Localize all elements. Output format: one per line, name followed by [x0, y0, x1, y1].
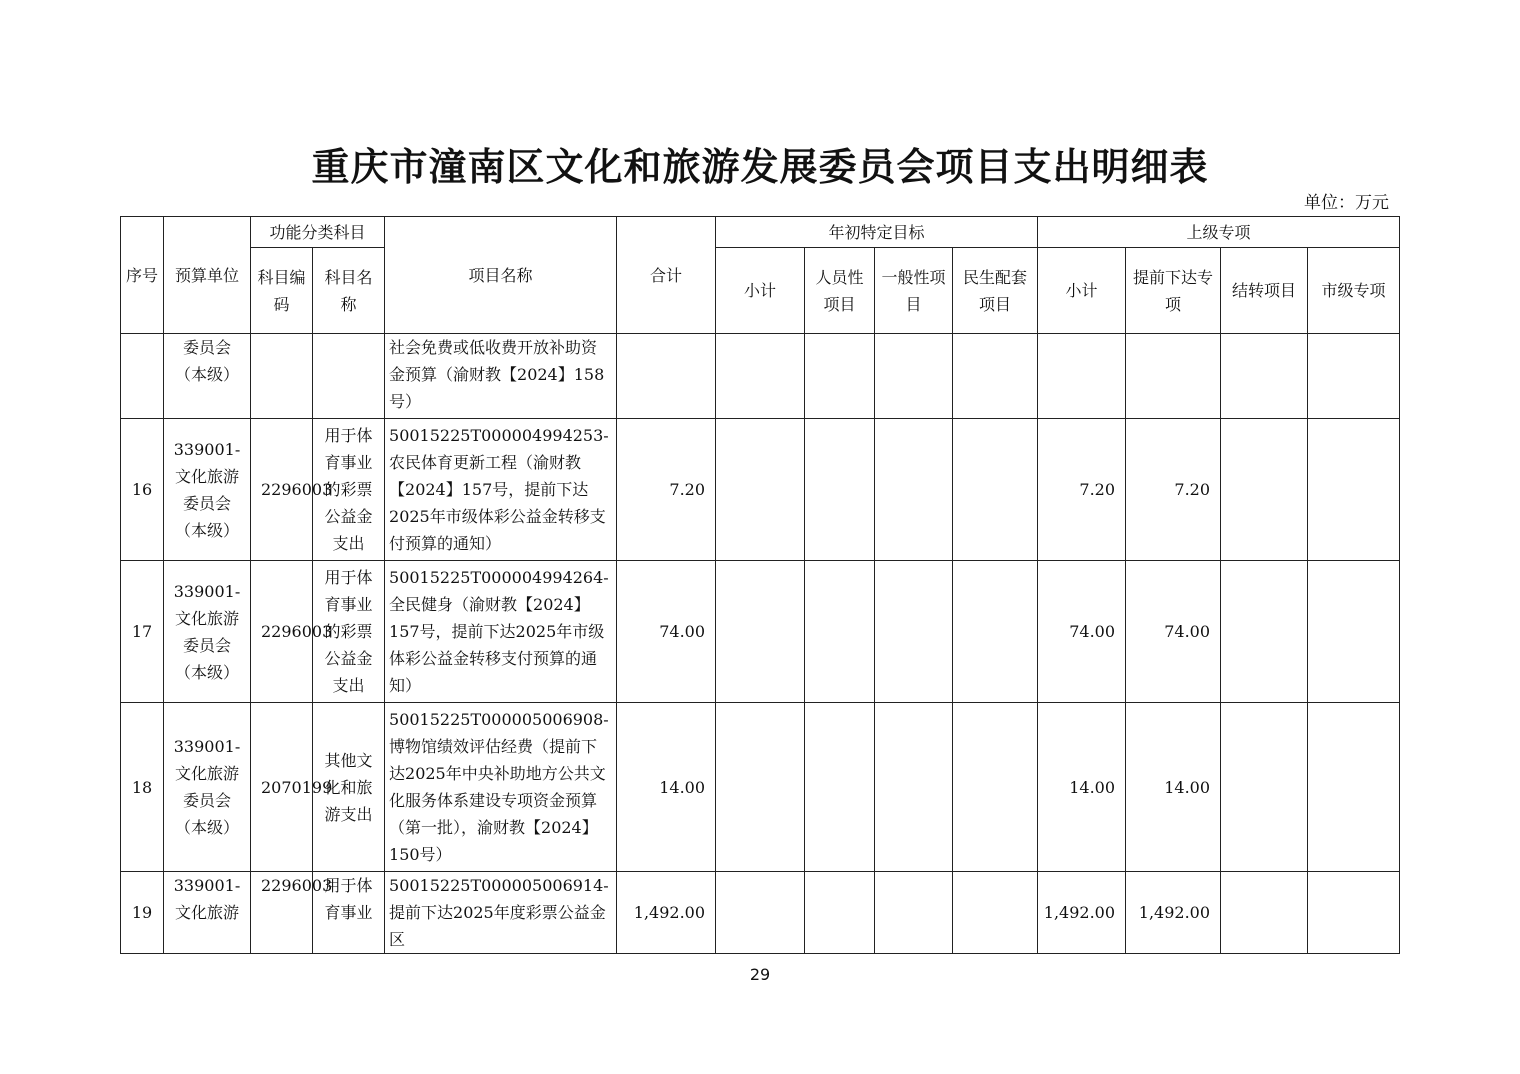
cell-total: 74.00	[617, 561, 716, 703]
table-row	[121, 703, 1400, 872]
cell-seq: 17	[121, 561, 164, 703]
cell-b-carry	[1221, 334, 1308, 419]
cell-total	[617, 334, 716, 419]
cell-total: 1,492.00	[617, 872, 716, 954]
cell-code: 2296003	[251, 872, 313, 954]
cell-project: 50015225T000004994253-农民体育更新工程（渝财教【2024】157号，提前下达2025年市级体彩公益金转移支付预算的通知）	[385, 419, 617, 561]
cell-b-carry	[1221, 703, 1308, 872]
cell-b-carry	[1221, 561, 1308, 703]
cell-unit: 339001-文化旅游委员会（本级）	[164, 419, 251, 561]
unit-label: 单位：万元	[1304, 193, 1389, 213]
cell-seq: 19	[121, 872, 164, 954]
header-a-subtotal: 小计	[716, 248, 805, 334]
cell-b-city	[1308, 872, 1400, 954]
cell-code: 2070199	[251, 703, 313, 872]
header-func-name: 科目名称	[313, 248, 385, 334]
cell-a-livelihood	[953, 561, 1038, 703]
cell-a-livelihood	[953, 419, 1038, 561]
cell-b-city	[1308, 703, 1400, 872]
cell-unit: 339001-文化旅游委员会（本级）	[164, 561, 251, 703]
cell-b-carry	[1221, 419, 1308, 561]
cell-a-subtotal	[716, 872, 805, 954]
table-row	[121, 334, 1400, 419]
cell-a-subtotal	[716, 419, 805, 561]
cell-subject: 用于体育事业	[313, 872, 385, 954]
header-a-personnel: 人员性项目	[805, 248, 875, 334]
cell-seq: 16	[121, 419, 164, 561]
cell-a-livelihood	[953, 872, 1038, 954]
cell-a-general	[875, 419, 953, 561]
header-a-livelihood: 民生配套项目	[953, 248, 1038, 334]
table-row	[121, 419, 1400, 561]
cell-project: 社会免费或低收费开放补助资金预算（渝财教【2024】158号）	[385, 334, 617, 419]
cell-a-general	[875, 872, 953, 954]
cell-a-livelihood	[953, 334, 1038, 419]
cell-b-city	[1308, 561, 1400, 703]
cell-b-subtotal: 1,492.00	[1038, 872, 1126, 954]
cell-subject	[313, 334, 385, 419]
cell-code	[251, 334, 313, 419]
header-func-group: 功能分类科目	[251, 217, 385, 248]
cell-b-subtotal: 74.00	[1038, 561, 1126, 703]
cell-total: 7.20	[617, 419, 716, 561]
cell-code: 2296003	[251, 561, 313, 703]
cell-subject: 用于体育事业的彩票公益金支出	[313, 561, 385, 703]
table-row	[121, 872, 1400, 954]
cell-seq: 18	[121, 703, 164, 872]
cell-a-subtotal	[716, 703, 805, 872]
cell-b-advance: 7.20	[1126, 419, 1221, 561]
cell-b-subtotal: 14.00	[1038, 703, 1126, 872]
header-b-advance: 提前下达专项	[1126, 248, 1221, 334]
cell-a-personnel	[805, 334, 875, 419]
header-a-general: 一般性项目	[875, 248, 953, 334]
cell-a-personnel	[805, 419, 875, 561]
cell-b-advance: 14.00	[1126, 703, 1221, 872]
page-number: 29	[749, 965, 771, 984]
cell-a-livelihood	[953, 703, 1038, 872]
cell-b-advance	[1126, 334, 1221, 419]
cell-b-city	[1308, 334, 1400, 419]
cell-a-personnel	[805, 872, 875, 954]
cell-total: 14.00	[617, 703, 716, 872]
cell-b-subtotal	[1038, 334, 1126, 419]
cell-b-advance: 1,492.00	[1126, 872, 1221, 954]
cell-project: 50015225T000005006908-博物馆绩效评估经费（提前下达2025年中央补助地方公共文化服务体系建设专项资金预算（第一批），渝财教【2024】150号）	[385, 703, 617, 872]
header-total: 合计	[617, 217, 716, 334]
cell-b-advance: 74.00	[1126, 561, 1221, 703]
header-b-carry: 结转项目	[1221, 248, 1308, 334]
cell-unit: 339001-文化旅游	[164, 872, 251, 954]
header-b-subtotal: 小计	[1038, 248, 1126, 334]
cell-b-subtotal: 7.20	[1038, 419, 1126, 561]
cell-project: 50015225T000004994264-全民健身（渝财教【2024】157号，提前下达2025年市级体彩公益金转移支付预算的通知）	[385, 561, 617, 703]
header-b-city: 市级专项	[1308, 248, 1400, 334]
cell-a-general	[875, 561, 953, 703]
expenditure-table	[120, 216, 1400, 954]
cell-a-subtotal	[716, 561, 805, 703]
page-title: 重庆市潼南区文化和旅游发展委员会项目支出明细表	[311, 145, 1209, 189]
cell-subject: 用于体育事业的彩票公益金支出	[313, 419, 385, 561]
header-group-annual: 年初特定目标	[716, 217, 1038, 248]
header-unit: 预算单位	[164, 217, 251, 334]
cell-seq	[121, 334, 164, 419]
cell-subject: 其他文化和旅游支出	[313, 703, 385, 872]
cell-a-general	[875, 334, 953, 419]
cell-project: 50015225T000005006914-提前下达2025年度彩票公益金区	[385, 872, 617, 954]
cell-b-carry	[1221, 872, 1308, 954]
cell-a-personnel	[805, 561, 875, 703]
cell-a-personnel	[805, 703, 875, 872]
cell-a-general	[875, 703, 953, 872]
cell-unit: 339001-文化旅游委员会（本级）	[164, 703, 251, 872]
header-seq: 序号	[121, 217, 164, 334]
header-project: 项目名称	[385, 217, 617, 334]
header-func-code: 科目编码	[251, 248, 313, 334]
cell-a-subtotal	[716, 334, 805, 419]
cell-b-city	[1308, 419, 1400, 561]
table-row	[121, 561, 1400, 703]
cell-unit: 委员会（本级）	[164, 334, 251, 419]
header-group-superior: 上级专项	[1038, 217, 1400, 248]
cell-code: 2296003	[251, 419, 313, 561]
